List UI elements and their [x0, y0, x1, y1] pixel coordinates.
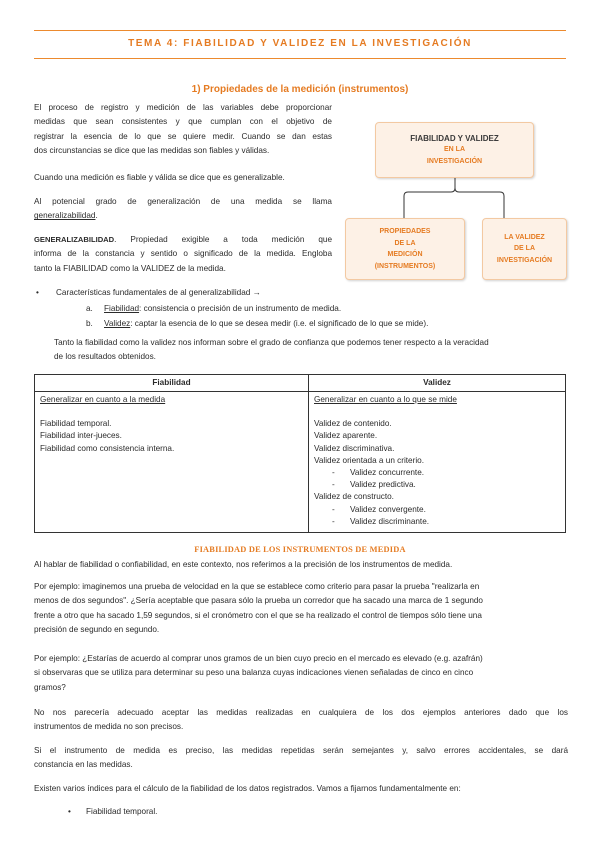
val-item: Validez discriminativa.: [314, 443, 395, 453]
diagram-left-line: MEDICIÓN: [387, 251, 423, 258]
sub-item-line: [86, 302, 556, 316]
section2-p1: [34, 558, 568, 572]
diagram-left-line: DE LA: [394, 239, 416, 247]
p5-line: Si el instrumento de medida es preciso, las medidas repetidas serán semejantes y, salvo errores accidentales, se dará: [34, 746, 568, 755]
intro-paragraph: [34, 101, 332, 158]
bullet-text: Características fundamentales de al generalizabilidad →: [56, 288, 261, 297]
generalizabilidad-term: generalizabilidad: [34, 211, 96, 221]
val-item: Validez aparente.: [314, 431, 378, 441]
sub-marker: a.: [86, 304, 93, 313]
val-subitem: [314, 479, 561, 491]
diagram-right-line: DE LA: [514, 245, 535, 253]
val-subitem-text: Validez concurrente.: [350, 468, 425, 478]
p2-line: precisión de segundo en segundo.: [34, 624, 160, 634]
both-line: de los resultados obtenidos.: [54, 352, 156, 362]
section-heading: 1) Propiedades de la medición (instrumentos): [191, 84, 409, 95]
fiab-item: Fiabilidad inter-jueces.: [40, 431, 122, 441]
fiabilidad-heading: FIABILIDAD DE LOS INSTRUMENTOS DE MEDIDA: [194, 545, 406, 554]
intro-line: medidas que sean consistentes y que cumplan con el objetivo de: [34, 117, 332, 127]
sub-marker: b.: [86, 319, 93, 328]
comparison-table: [34, 374, 566, 533]
page-title: TEMA 4: FIABILIDAD Y VALIDEZ EN LA INVESTIGACIÓN: [128, 38, 472, 49]
p2-line: Por ejemplo: imaginemos una prueba de velocidad en la que se establece como criterio para pasar la prueba "realizarla en: [34, 582, 480, 591]
dash: -: [332, 504, 335, 514]
sub-item-line: [86, 317, 556, 331]
definition-term: GENERALIZABILIDAD: [34, 235, 115, 244]
p4-line: No nos parecería adecuado aceptar las medidas realizadas en cualquiera de los dos ejemplos anteriores dado que los: [34, 708, 568, 717]
potential-line: Al potencial grado de generalización de una medida se llama: [34, 197, 332, 206]
fiab-title: Generalizar en cuanto a la medida: [40, 395, 166, 404]
header-rule-bottom: [34, 58, 566, 59]
definition-paragraph: [34, 233, 332, 276]
fiab-item: Fiabilidad como consistencia interna.: [40, 443, 175, 453]
diagram-main-box: [375, 122, 534, 178]
intro-line: dos circunstancias se dice que las medidas son fiables y válidas.: [34, 145, 270, 155]
section2-p5: [34, 744, 568, 773]
last-bullet-line: [68, 805, 468, 819]
sub-item-b: [86, 317, 556, 331]
diagram-left-line: PROPIEDADES: [379, 228, 431, 235]
header-fiabilidad: Fiabilidad: [35, 375, 309, 392]
sub-term: Validez: [104, 319, 131, 328]
sub-text: : consistencia o precisión de un instrumento de medida.: [139, 304, 342, 313]
definition-line: informa de la constancia y sentido o significado de la medida. Engloba: [34, 249, 332, 259]
dash: -: [332, 516, 335, 526]
both-paragraph: [54, 336, 568, 365]
val-subitem-text: Validez convergente.: [350, 504, 426, 514]
bullet-glyph: •: [36, 288, 39, 297]
diagram-right-line: INVESTIGACIÓN: [496, 256, 553, 264]
diagram-connectors: [340, 176, 570, 224]
definition-line: [34, 233, 332, 247]
characteristics-bullet: [34, 286, 554, 300]
p1-text: Al hablar de fiabilidad o confiabilidad, en este contexto, nos referimos a la precisión de los instrumentos de medida.: [34, 560, 453, 569]
p2-line: frente a otro que ha sacado 1,59 segundos, si el cronómetro con el que se ha realizado el control de tiempos sólo tiene una: [34, 610, 482, 620]
dash: -: [332, 468, 335, 478]
section2-p4: [34, 706, 568, 735]
p3-line: Por ejemplo: ¿Estarías de acuerdo al comprar unos gramos de un bien cuyo precio en el mercado es elevado (e.g. azafrán): [34, 654, 483, 663]
generalizable-text: Cuando una medición es fiable y válida se dice que es generalizable.: [34, 173, 285, 182]
intro-line: El proceso de registro y medición de las variables debe proporcionar: [34, 103, 332, 112]
last-bullet-text: Fiabilidad temporal.: [86, 807, 158, 816]
p2-line: menos de dos segundos". ¿Sería aceptable que pasara sólo la prueba un corredor que ha sacado una marca de 1 segundo: [34, 596, 483, 606]
potential-line2: [34, 209, 332, 223]
header-validez: Validez: [309, 375, 566, 392]
val-item: Validez de contenido.: [314, 419, 392, 429]
intro-line: registrar la esencia de lo que se quiere medir. Cuando se dan estas: [34, 131, 332, 141]
val-subitem-text: Validez discriminante.: [350, 516, 430, 526]
table-row: [35, 392, 566, 533]
both-line: Tanto la fiabilidad como la validez nos informan sobre el grado de confianza que podemos tener respecto a la veracidad: [54, 338, 489, 347]
sub-text: : captar la esencia de lo que se desea medir (i.e. el significado de lo que se mide).: [130, 319, 429, 328]
p5-line: constancia en las medidas.: [34, 760, 133, 770]
section2-p2: [34, 580, 568, 637]
definition-text: . Propiedad exigible a toda medición que: [114, 235, 332, 244]
sub-term: Fiabilidad: [104, 304, 140, 313]
diagram-left-box: [345, 218, 465, 280]
table-header-row: [35, 375, 566, 392]
validez-cell: [309, 392, 566, 533]
diagram-main-line: FIABILIDAD Y VALIDEZ: [410, 133, 499, 143]
p6-text: Existen varios índices para el cálculo de la fiabilidad de los datos registrados. Vamos a fijarnos fundamentalmente en:: [34, 784, 461, 793]
p3-line: si observaras que se utiliza para determinar su peso una balanza cuyas indicaciones vienen señaladas de cinco en cinco: [34, 668, 474, 678]
potential-end: .: [95, 211, 98, 221]
potential-paragraph: [34, 195, 332, 224]
val-subitem: [314, 516, 561, 528]
diagram-main-line: EN LA: [444, 146, 465, 154]
diagram-right-line: LA VALIDEZ: [504, 233, 545, 241]
val-item: Validez orientada a un criterio.: [314, 455, 424, 465]
definition-line: tanto la FIABILIDAD como la VALIDEZ de la medida.: [34, 263, 226, 273]
fiabilidad-cell: [35, 392, 309, 533]
val-item: Validez de constructo.: [314, 492, 394, 502]
diagram-main-line: INVESTIGACIÓN: [426, 157, 483, 165]
bullet-line: [34, 286, 554, 300]
p4-line: instrumentos de medida no son precisos.: [34, 722, 184, 732]
generalizable-sentence: [34, 171, 334, 185]
val-title: Generalizar en cuanto a lo que se mide: [314, 395, 457, 404]
section2-p3: [34, 652, 568, 695]
val-subitem-text: Validez predictiva.: [350, 480, 416, 490]
diagram-right-box: [482, 218, 567, 280]
fiab-item: Fiabilidad temporal.: [40, 419, 112, 429]
section2-p6: [34, 782, 568, 796]
p3-line: gramos?: [34, 682, 66, 692]
dash: -: [332, 480, 335, 490]
last-bullet: [68, 805, 468, 819]
sub-item-a: [86, 302, 556, 316]
diagram-left-line: (INSTRUMENTOS): [374, 262, 436, 270]
val-subitem: [314, 467, 561, 479]
val-subitem: [314, 504, 561, 516]
bullet-glyph: •: [68, 807, 71, 816]
header-rule-top: [34, 30, 566, 31]
